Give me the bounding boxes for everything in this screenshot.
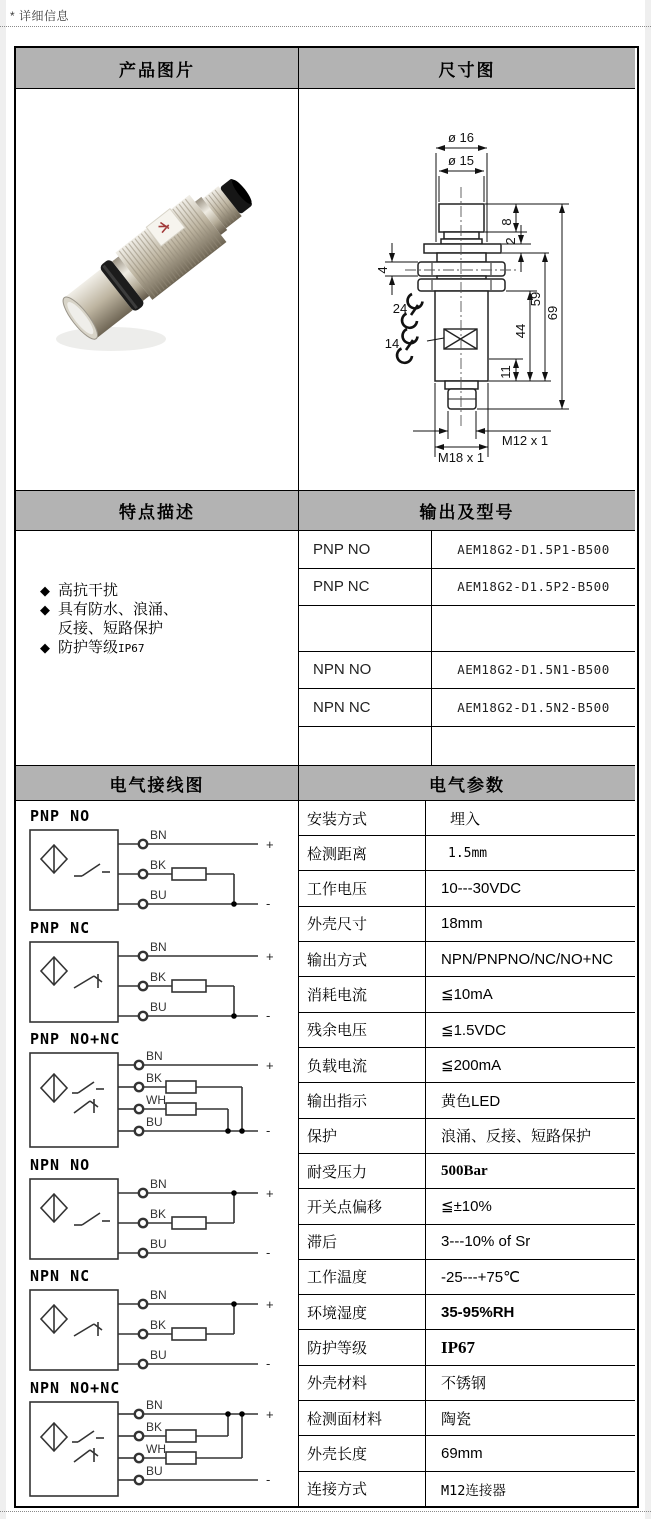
param-value: 陶瓷 <box>426 1401 636 1436</box>
output-type: PNP NC <box>299 568 432 605</box>
output-row <box>299 568 635 605</box>
wire-label: BU <box>150 1236 167 1251</box>
wire-label: BU <box>150 888 167 903</box>
wire-label: WH <box>146 1441 166 1456</box>
dimension-drawing-cell <box>299 89 635 491</box>
photo-shadow <box>56 327 166 351</box>
param-label: 外壳长度 <box>299 1436 426 1471</box>
dim-4: 4 <box>375 266 390 274</box>
dim-dia15: ø 15 <box>447 153 475 168</box>
diagram-title: NPN NO+NC <box>30 1378 121 1397</box>
param-row <box>299 1295 635 1330</box>
wrench-14-icon <box>397 329 417 363</box>
led-window <box>444 329 477 349</box>
plus-sign: + <box>266 1185 274 1201</box>
bottom-divider <box>0 1511 651 1512</box>
param-value: ≦±10% <box>426 1189 636 1224</box>
feature-item <box>40 581 288 600</box>
param-value: 35-95%RH <box>426 1295 636 1330</box>
header-output-model: 输出及型号 <box>299 491 635 531</box>
param-row <box>299 1224 635 1259</box>
param-value: 不锈钢 <box>426 1365 636 1400</box>
wire-label: BN <box>150 1176 167 1191</box>
diagram-title: NPN NO <box>30 1155 91 1174</box>
feature-text: 高抗干扰 <box>58 582 119 599</box>
plus-sign: + <box>266 1297 274 1313</box>
wiring-diagram-pnp-nc <box>28 919 298 1026</box>
minus-sign: - <box>266 1471 271 1487</box>
ip-rating: IP67 <box>118 642 145 655</box>
param-row <box>299 977 635 1012</box>
param-value: M12连接器 <box>441 1482 506 1499</box>
wire-label: BU <box>146 1463 163 1478</box>
wiring-diagram-npn-no <box>28 1156 298 1263</box>
wire-label: BN <box>150 939 167 954</box>
param-row <box>299 836 635 871</box>
param-row <box>299 906 635 941</box>
plus-sign: + <box>266 1058 274 1074</box>
feature-list <box>16 531 298 658</box>
output-row <box>299 688 635 726</box>
param-label: 输出指示 <box>299 1083 426 1118</box>
dim-8: 8 <box>499 218 514 226</box>
wire-label: BU <box>150 999 167 1014</box>
dim-m18: M18 x 1 <box>437 450 485 465</box>
param-value: 10---30VDC <box>426 871 636 906</box>
feature-text: 具有防水、浪涌、 <box>58 601 179 618</box>
feature-item-continued <box>40 619 288 638</box>
header-dimension-drawing: 尺寸图 <box>299 48 635 89</box>
dim-wrench-24: 24 <box>392 301 408 316</box>
param-value: 1.5mm <box>426 836 636 871</box>
param-label: 安装方式 <box>299 801 426 836</box>
param-row <box>299 1259 635 1294</box>
dim-2: 2 <box>503 237 518 245</box>
param-label: 消耗电流 <box>299 977 426 1012</box>
wire-label: BK <box>146 1071 163 1086</box>
wiring-diagram-pnp-no-nc <box>28 1030 298 1151</box>
dim-11: 11 <box>498 365 513 379</box>
param-label: 检测面材料 <box>299 1401 426 1436</box>
param-value: 18mm <box>426 906 636 941</box>
param-value: 浪涌、反接、短路保护 <box>426 1118 636 1153</box>
param-row <box>299 1471 635 1506</box>
param-label: 外壳材料 <box>299 1365 426 1400</box>
output-row-empty <box>299 605 635 651</box>
diagram-title: NPN NC <box>30 1267 91 1286</box>
param-row <box>299 871 635 906</box>
param-row <box>299 1083 635 1118</box>
dim-59: 59 <box>528 291 543 307</box>
wire-label: BK <box>146 1419 163 1434</box>
dim-44: 44 <box>513 323 528 339</box>
wiring-diagrams-cell <box>16 801 299 1506</box>
output-type: PNP NO <box>299 531 432 568</box>
detail-info-note: * 详细信息 <box>10 9 70 23</box>
param-value: 黄色LED <box>426 1083 636 1118</box>
electrical-params-table <box>299 801 635 1506</box>
model-number <box>432 726 636 766</box>
param-label: 防护等级 <box>299 1330 426 1365</box>
dim-m12: M12 x 1 <box>501 433 549 448</box>
param-row <box>299 1153 635 1188</box>
model-number: AEM18G2-D1.5P2-B500 <box>432 568 636 605</box>
wire-label: BU <box>150 1348 167 1363</box>
wiring-diagram-pnp-no <box>28 807 298 914</box>
minus-sign: - <box>266 1123 271 1139</box>
param-value: 500Bar <box>426 1153 636 1188</box>
model-number: AEM18G2-D1.5N2-B500 <box>432 688 636 726</box>
top-divider <box>0 26 651 27</box>
param-label: 工作温度 <box>299 1259 426 1294</box>
param-row <box>299 1401 635 1436</box>
wiring-diagram-npn-no-nc <box>28 1379 298 1500</box>
param-value: ≦1.5VDC <box>426 1012 636 1047</box>
wire-label: BN <box>146 1049 163 1064</box>
param-label: 外壳尺寸 <box>299 906 426 941</box>
plus-sign: + <box>266 948 274 964</box>
header-wiring-diagram: 电气接线图 <box>16 766 299 801</box>
model-number <box>432 605 636 651</box>
electrical-params-cell <box>299 801 635 1506</box>
param-label: 环境湿度 <box>299 1295 426 1330</box>
feature-item <box>40 638 288 658</box>
output-type <box>299 605 432 651</box>
diamond-bullet-icon: ◆ <box>40 602 50 617</box>
param-row <box>299 801 635 836</box>
output-model-cell <box>299 531 635 766</box>
wire-label: BK <box>150 858 167 873</box>
model-number: AEM18G2-D1.5P1-B500 <box>432 531 636 568</box>
wire-label: BN <box>146 1397 163 1412</box>
page-left-margin <box>0 0 6 1519</box>
feature-item <box>40 600 288 619</box>
param-label: 输出方式 <box>299 942 426 977</box>
param-row <box>299 1365 635 1400</box>
minus-sign: - <box>266 896 271 912</box>
param-row <box>299 1118 635 1153</box>
dim-dia16: ø 16 <box>447 130 475 145</box>
param-value: ≦200mA <box>426 1047 636 1082</box>
param-label: 检测距离 <box>299 836 426 871</box>
output-type: NPN NO <box>299 651 432 688</box>
sensor-outline <box>418 204 505 409</box>
output-row <box>299 651 635 688</box>
param-label: 工作电压 <box>299 871 426 906</box>
diamond-bullet-icon: ◆ <box>40 583 50 598</box>
param-value: 埋入 <box>426 801 636 836</box>
sensor-body-photo <box>55 165 264 347</box>
wiring-diagram-npn-nc <box>28 1267 298 1374</box>
output-type <box>299 726 432 766</box>
param-row <box>299 1330 635 1365</box>
param-label: 负载电流 <box>299 1047 426 1082</box>
output-model-table <box>299 531 635 766</box>
spec-table <box>14 46 639 1508</box>
header-features: 特点描述 <box>16 491 299 531</box>
param-label: 保护 <box>299 1118 426 1153</box>
features-cell <box>16 531 299 766</box>
output-row <box>299 531 635 568</box>
param-row <box>299 942 635 977</box>
product-photo-cell <box>16 89 299 491</box>
minus-sign: - <box>266 1244 271 1260</box>
diagram-title: PNP NO+NC <box>30 1030 121 1049</box>
param-row <box>299 1047 635 1082</box>
param-row <box>299 1189 635 1224</box>
wire-label: BN <box>150 828 167 843</box>
feature-text: 防护等级IP67 <box>58 639 145 656</box>
wire-label: BU <box>146 1115 163 1130</box>
output-row-empty <box>299 726 635 766</box>
header-electrical-params: 电气参数 <box>299 766 635 801</box>
param-label: 残余电压 <box>299 1012 426 1047</box>
param-value: 69mm <box>426 1436 636 1471</box>
model-number: AEM18G2-D1.5N1-B500 <box>432 651 636 688</box>
diamond-bullet-icon: ◆ <box>40 640 50 655</box>
param-label: 开关点偏移 <box>299 1189 426 1224</box>
wire-label: BK <box>150 969 167 984</box>
dim-69: 69 <box>545 305 560 321</box>
minus-sign: - <box>266 1356 271 1372</box>
param-value: ≦10mA <box>426 977 636 1012</box>
param-label: 耐受压力 <box>299 1153 426 1188</box>
diagram-title: PNP NO <box>30 807 91 826</box>
header-product-image: 产品图片 <box>16 48 299 89</box>
wire-label: WH <box>146 1093 166 1108</box>
dimension-drawing <box>299 89 635 491</box>
wire-label: BK <box>150 1206 167 1221</box>
plus-sign: + <box>266 1406 274 1422</box>
param-row <box>299 1436 635 1471</box>
minus-sign: - <box>266 1007 271 1023</box>
diagram-title: PNP NC <box>30 918 91 937</box>
param-value: IP67 <box>426 1330 636 1365</box>
param-value: -25---+75℃ <box>426 1259 636 1294</box>
param-value: 3---10% of Sr <box>426 1224 636 1259</box>
wire-label: BK <box>150 1318 167 1333</box>
product-photo <box>16 89 299 491</box>
plus-sign: + <box>266 837 274 853</box>
wire-label: BN <box>150 1288 167 1303</box>
output-type: NPN NC <box>299 688 432 726</box>
dim-wrench-14: 14 <box>384 336 400 351</box>
param-label: 连接方式 <box>299 1471 426 1506</box>
feature-text: 反接、短路保护 <box>58 620 164 637</box>
param-label: 滞后 <box>299 1224 426 1259</box>
param-row <box>299 1012 635 1047</box>
page-right-margin <box>645 0 651 1519</box>
param-value: NPN/PNPNO/NC/NO+NC <box>426 942 636 977</box>
